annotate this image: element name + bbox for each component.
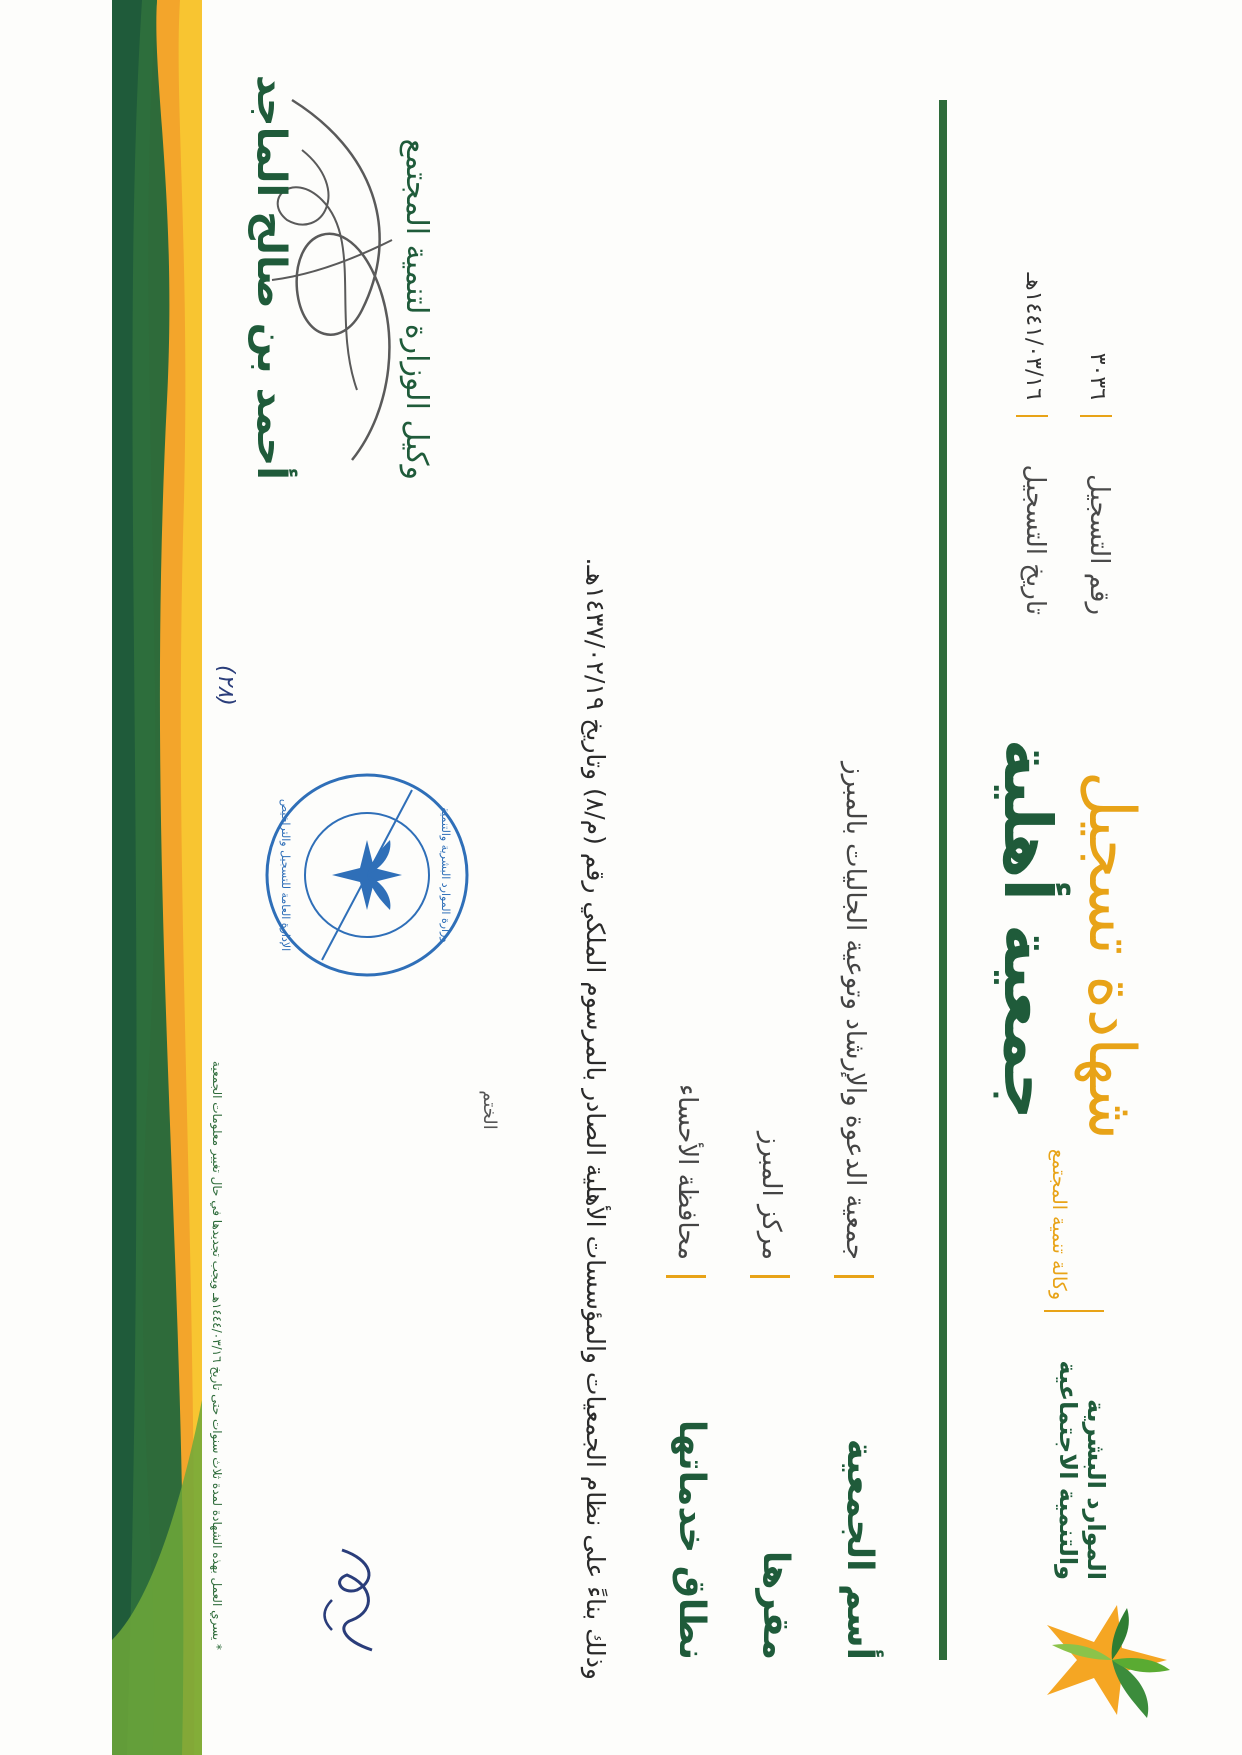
- field-label-headquarters: مقرها: [755, 1550, 796, 1660]
- validity-footnote: * يسري العمل بهذه الشهادة لمدة ثلاث سنوات حتى تاريخ ١٤٤٤/٠٣/١٦هـ ويجب تجديدها في حال تغيير معلومات الجمعية: [210, 1060, 224, 1650]
- ministry-block: [1054, 1330, 1110, 1580]
- seal-label: الختم: [479, 1090, 500, 1130]
- signatory-name: أحمد بن صالح الماجد: [248, 74, 294, 480]
- field-value-headquarters: مركز المبرز: [756, 1131, 786, 1260]
- handwritten-corner-note: [312, 1540, 392, 1660]
- field-divider-service-scope: [666, 1275, 706, 1278]
- seal-ring-bottom-text: الإدارة العامة للتسجيل والتراخيص: [279, 798, 292, 952]
- decorative-wave-band: [112, 0, 202, 1755]
- registration-number-divider: [1080, 415, 1112, 417]
- registration-date-label: تاريخ التسجيل: [1020, 464, 1050, 615]
- decree-text: وذلك بناءً على نظام الجمعيات والمؤسسات الأهلية الصادر بالمرسوم الملكي رقم (م/٨) وتاريخ ١٤٣٧/٠٢/١٩هـ.: [581, 557, 610, 1680]
- registration-number-value: ٣٠٣٦: [1085, 352, 1110, 400]
- ministry-name-line2: والتنمية الاجتماعية: [1054, 1360, 1082, 1580]
- signatory-title: وكيل الوزارة لتنمية المجتمع: [399, 138, 434, 480]
- field-value-service-scope: محافظة الأحساء: [672, 1083, 702, 1260]
- agency-name: وكالة تنمية المجتمع: [1048, 1148, 1070, 1300]
- seal-emblem-icon: [332, 840, 402, 910]
- certificate-subtitle: جمعية أهلية: [989, 738, 1066, 1120]
- registration-date-value: ١٤٤١/٠٣/١٦هـ: [1021, 272, 1046, 400]
- registration-date-divider: [1016, 415, 1048, 417]
- field-divider-headquarters: [750, 1275, 790, 1278]
- field-label-association-name: أسم الجمعية: [839, 1438, 880, 1660]
- field-divider-association-name: [834, 1275, 874, 1278]
- field-value-association-name: جمعية الدعوة والإرشاد وتوعية الجاليات بالمبرز: [840, 762, 870, 1260]
- header-rule: [939, 100, 947, 1660]
- registration-number-label: رقم التسجيل: [1084, 473, 1114, 615]
- certificate-title: شهادة تسجيل: [1074, 771, 1148, 1140]
- seal-ring-top-text: وزارة الموارد البشرية والتنمية: [439, 807, 452, 943]
- field-label-service-scope: نطاق خدماتها: [671, 1419, 712, 1660]
- ministry-logo-icon: [1042, 1600, 1172, 1720]
- ministry-name-line1: الموارد البشرية: [1082, 1398, 1110, 1580]
- handwritten-footer-note: (٢٨): [213, 665, 238, 706]
- ministry-divider: [1044, 1310, 1104, 1312]
- official-seal: [262, 770, 472, 980]
